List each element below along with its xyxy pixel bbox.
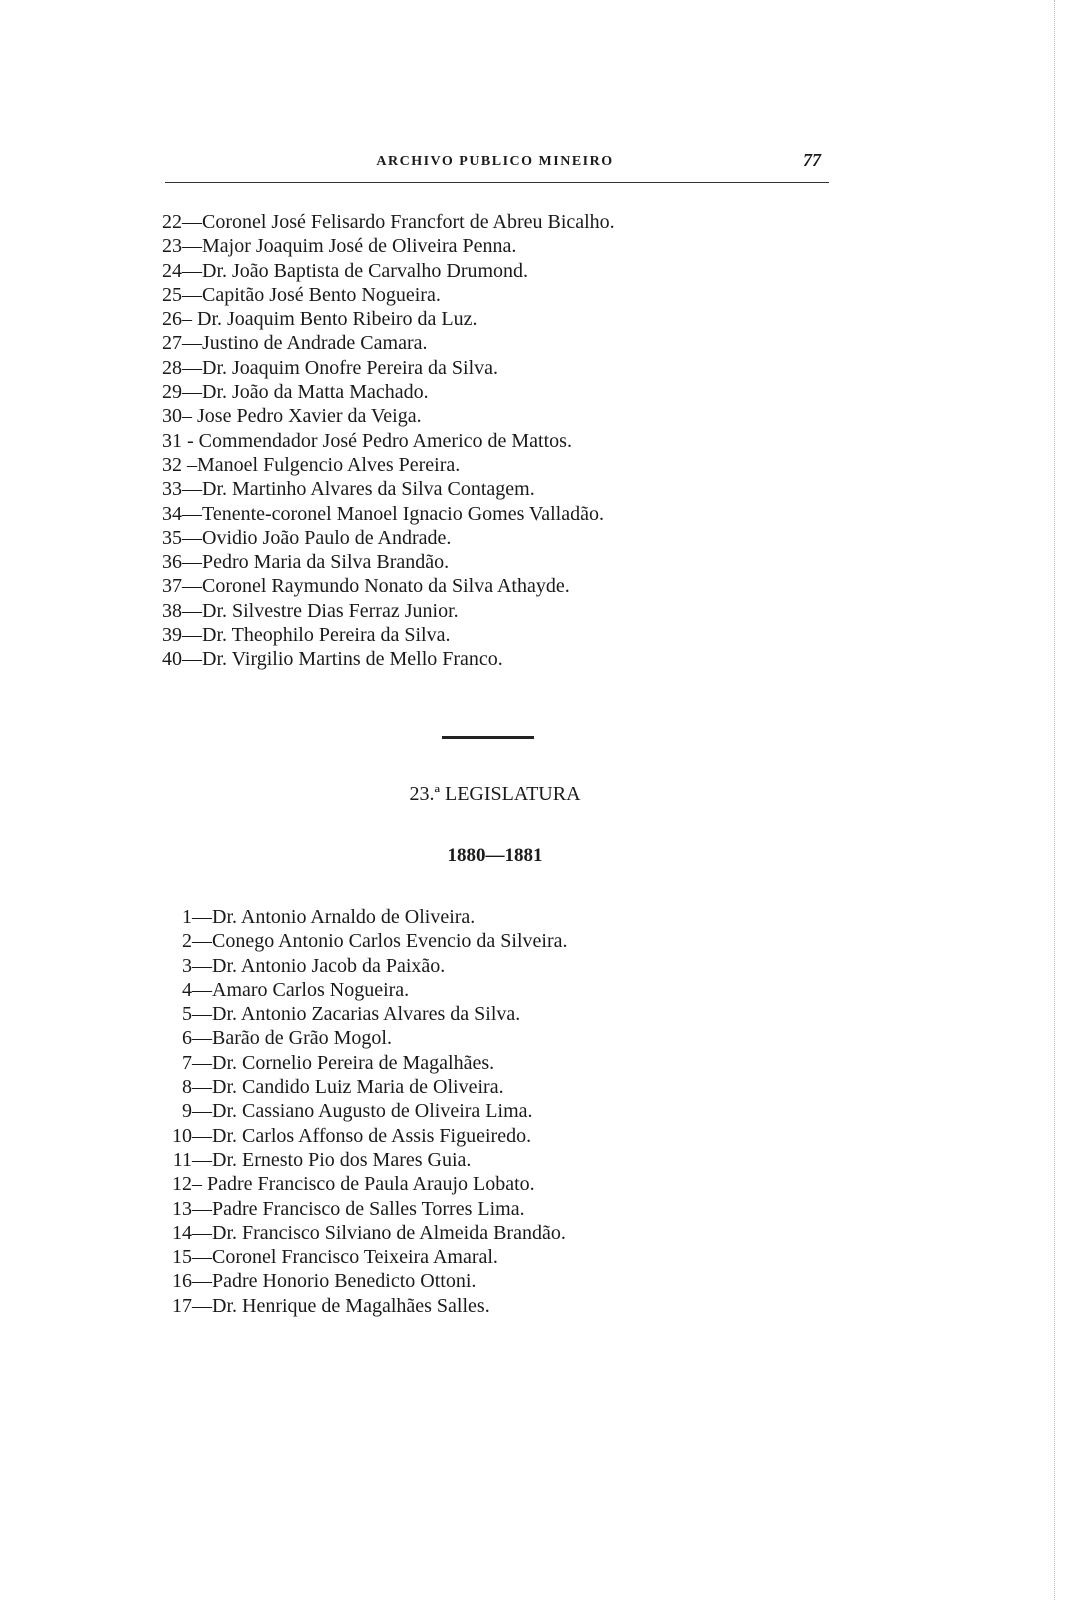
item-name: Dr. Antonio Jacob da Paixão. xyxy=(212,954,446,977)
list-item xyxy=(162,210,615,234)
item-name: Dr. Antonio Zacarias Alvares da Silva. xyxy=(212,1003,521,1026)
list-item xyxy=(162,1148,568,1172)
item-separator: — xyxy=(192,930,212,953)
item-separator: — xyxy=(192,1221,212,1244)
item-number: 3 xyxy=(182,954,192,977)
item-name: Dr. Cassiano Augusto de Oliveira Lima. xyxy=(212,1100,533,1123)
item-separator: — xyxy=(192,1246,212,1269)
item-name: Ovidio João Paulo de Andrade. xyxy=(202,526,452,549)
item-name: Jose Pedro Xavier da Veiga. xyxy=(197,405,422,428)
item-number: 16 xyxy=(172,1270,192,1293)
list-item xyxy=(162,623,615,647)
item-name: Manoel Fulgencio Alves Pereira. xyxy=(197,453,461,476)
item-separator: — xyxy=(192,1294,212,1317)
list-item xyxy=(162,404,615,428)
item-name: Conego Antonio Carlos Evencio da Silveira. xyxy=(212,930,568,953)
item-separator: — xyxy=(192,1100,212,1123)
item-name: Coronel Raymundo Nonato da Silva Athayde. xyxy=(202,575,570,598)
item-separator: — xyxy=(192,1003,212,1026)
item-name: Dr. João da Matta Machado. xyxy=(202,381,429,404)
item-name: Amaro Carlos Nogueira. xyxy=(212,978,410,1001)
item-number: 2 xyxy=(182,930,192,953)
item-name: Dr. Carlos Affonso de Assis Figueiredo. xyxy=(212,1124,532,1147)
item-name: Dr. Silvestre Dias Ferraz Junior. xyxy=(202,599,459,622)
list-item xyxy=(162,929,568,953)
item-separator: — xyxy=(182,551,202,574)
section-divider xyxy=(442,736,534,739)
item-separator: — xyxy=(182,478,202,501)
item-number: 38 xyxy=(162,599,182,622)
list-item xyxy=(162,1002,568,1026)
item-name: Dr. Francisco Silviano de Almeida Brandão. xyxy=(212,1221,566,1244)
list-item xyxy=(162,1124,568,1148)
item-separator: — xyxy=(192,1051,212,1074)
list-item xyxy=(162,1269,568,1293)
list-item xyxy=(162,429,615,453)
item-separator: — xyxy=(182,648,202,671)
list-item xyxy=(162,1172,568,1196)
list-item xyxy=(162,1075,568,1099)
list-item xyxy=(162,477,615,501)
list-item xyxy=(162,1026,568,1050)
item-name: Tenente-coronel Manoel Ignacio Gomes Valladão. xyxy=(202,502,604,525)
item-name: Dr. Candido Luiz Maria de Oliveira. xyxy=(212,1076,504,1099)
item-number: 22 xyxy=(162,211,182,233)
item-separator: — xyxy=(182,259,202,282)
item-name: Dr. Cornelio Pereira de Magalhães. xyxy=(212,1051,495,1074)
item-separator: – xyxy=(182,405,197,428)
item-separator: — xyxy=(182,624,202,647)
list-item xyxy=(162,1051,568,1075)
item-number: 27 xyxy=(162,332,182,355)
item-separator: — xyxy=(182,599,202,622)
list-item xyxy=(162,307,615,331)
item-separator: – xyxy=(192,1173,207,1196)
item-number: 7 xyxy=(182,1051,192,1074)
item-number: 11 xyxy=(172,1148,192,1171)
item-number: 14 xyxy=(172,1221,192,1244)
item-name: Commendador José Pedro Americo de Mattos. xyxy=(198,429,572,452)
item-separator: — xyxy=(192,978,212,1001)
list-item xyxy=(162,978,568,1002)
item-number: 17 xyxy=(172,1294,192,1317)
item-number: 36 xyxy=(162,551,182,574)
item-name: Coronel Francisco Teixeira Amaral. xyxy=(212,1246,498,1269)
item-separator: — xyxy=(192,1124,212,1147)
item-number: 31 xyxy=(162,429,182,452)
list-item xyxy=(162,331,615,355)
item-number: 39 xyxy=(162,624,182,647)
item-separator: — xyxy=(182,332,202,355)
list-item xyxy=(162,526,615,550)
item-separator: — xyxy=(192,1076,212,1099)
list-item xyxy=(162,550,615,574)
section-title: 23.ª LEGISLATURA xyxy=(409,783,581,805)
list-item xyxy=(162,259,615,283)
item-separator: — xyxy=(182,502,202,525)
list-item xyxy=(162,599,615,623)
list-item xyxy=(162,356,615,380)
item-number: 23 xyxy=(162,235,182,258)
list-item xyxy=(162,502,615,526)
deputies-list-23rd-legislature xyxy=(162,905,568,1318)
item-name: Padre Francisco de Paula Araujo Lobato. xyxy=(207,1173,535,1196)
list-item xyxy=(162,380,615,404)
item-number: 34 xyxy=(162,502,182,525)
item-name: Barão de Grão Mogol. xyxy=(212,1027,392,1050)
item-name: Dr. Joaquim Onofre Pereira da Silva. xyxy=(202,356,499,379)
item-number: 40 xyxy=(162,648,182,671)
item-name: Padre Honorio Benedicto Ottoni. xyxy=(212,1270,477,1293)
item-name: Dr. Virgilio Martins de Mello Franco. xyxy=(202,648,503,671)
list-item xyxy=(162,1245,568,1269)
list-item xyxy=(162,283,615,307)
item-separator: – xyxy=(182,308,197,331)
list-item xyxy=(162,647,615,671)
item-number: 5 xyxy=(182,1003,192,1026)
item-number: 29 xyxy=(162,381,182,404)
item-number: 15 xyxy=(172,1246,192,1269)
item-separator: — xyxy=(192,1148,212,1171)
item-number: 13 xyxy=(172,1197,192,1220)
item-number: 9 xyxy=(182,1100,192,1123)
item-number: 25 xyxy=(162,283,182,306)
item-number: 6 xyxy=(182,1027,192,1050)
item-separator: — xyxy=(182,235,202,258)
header-rule xyxy=(165,182,829,183)
item-separator: - xyxy=(182,429,199,452)
item-separator: — xyxy=(182,526,202,549)
list-item xyxy=(162,905,568,929)
item-number: 33 xyxy=(162,478,182,501)
section-years: 1880—1881 xyxy=(447,845,543,866)
item-separator: — xyxy=(182,381,202,404)
item-number: 28 xyxy=(162,356,182,379)
list-item xyxy=(162,1197,568,1221)
list-item xyxy=(162,234,615,258)
item-number: 32 xyxy=(162,453,182,476)
item-separator: — xyxy=(192,1197,212,1220)
item-number: 1 xyxy=(182,906,192,928)
list-item xyxy=(162,574,615,598)
item-name: Major Joaquim José de Oliveira Penna. xyxy=(202,235,517,258)
running-header xyxy=(165,150,825,178)
item-name: Dr. Martinho Alvares da Silva Contagem. xyxy=(202,478,535,501)
item-separator: — xyxy=(192,1270,212,1293)
item-separator: — xyxy=(182,283,202,306)
list-item xyxy=(162,954,568,978)
scan-edge xyxy=(1054,0,1083,1600)
item-name: Capitão José Bento Nogueira. xyxy=(202,283,441,306)
item-name: Pedro Maria da Silva Brandão. xyxy=(202,551,450,574)
item-separator: — xyxy=(192,906,212,928)
item-number: 24 xyxy=(162,259,182,282)
item-number: 35 xyxy=(162,526,182,549)
list-item xyxy=(162,1221,568,1245)
item-name: Coronel José Felisardo Francfort de Abreu Bicalho. xyxy=(202,211,615,233)
item-name: Dr. Antonio Arnaldo de Oliveira. xyxy=(212,906,476,928)
deputies-list-continued xyxy=(162,210,615,672)
item-separator: — xyxy=(182,575,202,598)
item-name: Padre Francisco de Salles Torres Lima. xyxy=(212,1197,525,1220)
item-separator: — xyxy=(192,1027,212,1050)
item-name: Dr. Ernesto Pio dos Mares Guia. xyxy=(212,1148,472,1171)
item-name: Justino de Andrade Camara. xyxy=(202,332,428,355)
list-item xyxy=(162,1294,568,1318)
item-name: Dr. Henrique de Magalhães Salles. xyxy=(212,1294,490,1317)
item-number: 30 xyxy=(162,405,182,428)
journal-title: ARCHIVO PUBLICO MINEIRO xyxy=(376,154,614,169)
item-name: Dr. João Baptista de Carvalho Drumond. xyxy=(202,259,529,282)
item-name: Dr. Joaquim Bento Ribeiro da Luz. xyxy=(197,308,478,331)
item-separator: — xyxy=(182,211,202,233)
item-separator: – xyxy=(182,453,197,476)
item-number: 10 xyxy=(172,1124,192,1147)
page-number: 77 xyxy=(803,150,821,170)
item-number: 8 xyxy=(182,1076,192,1099)
item-separator: — xyxy=(182,356,202,379)
item-name: Dr. Theophilo Pereira da Silva. xyxy=(202,624,451,647)
item-separator: — xyxy=(192,954,212,977)
list-item xyxy=(162,453,615,477)
item-number: 26 xyxy=(162,308,182,331)
list-item xyxy=(162,1099,568,1123)
item-number: 4 xyxy=(182,978,192,1001)
item-number: 12 xyxy=(172,1173,192,1196)
item-number: 37 xyxy=(162,575,182,598)
